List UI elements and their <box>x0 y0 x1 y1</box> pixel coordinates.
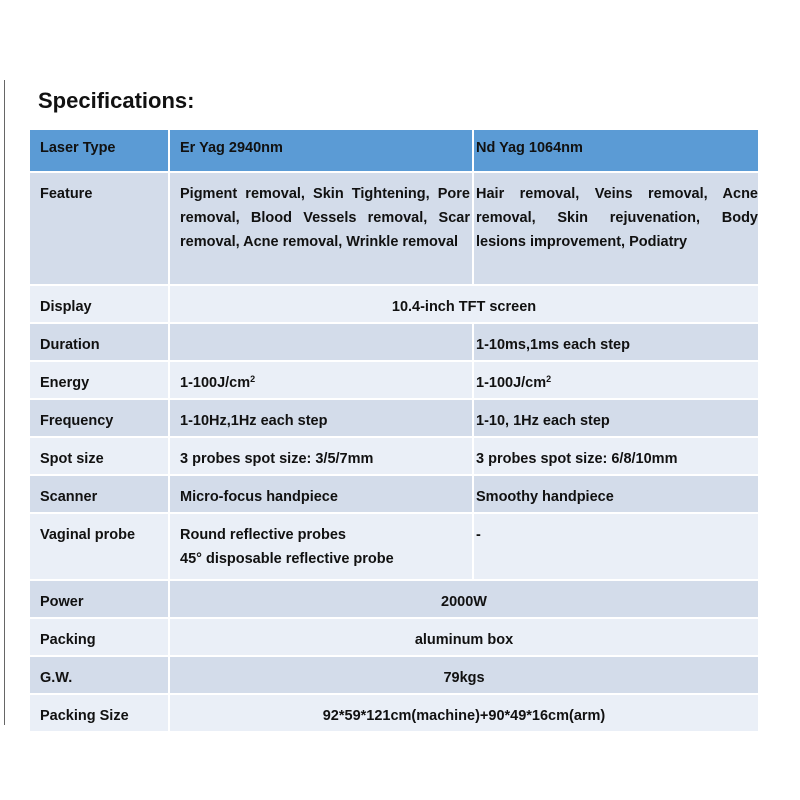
nd-yag-feature: Hair removal, Veins removal, Acne removal, Skin rejuvenation, Body lesions improvement, Podiatry <box>473 172 759 285</box>
table-row-duration <box>29 323 759 361</box>
table-row-power <box>29 580 759 618</box>
row-label: Packing Size <box>29 694 169 732</box>
display-value: 10.4-inch TFT screen <box>169 285 759 323</box>
row-label: Power <box>29 580 169 618</box>
nd-yag-frequency: 1-10, 1Hz each step <box>473 399 759 437</box>
power-value: 2000W <box>169 580 759 618</box>
table-row-packing <box>29 618 759 656</box>
row-label: G.W. <box>29 656 169 694</box>
er-yag-feature: Pigment removal, Skin Tightening, Pore removal, Blood Vessels removal, Scar removal, Acne removal, Wrinkle removal <box>169 172 473 285</box>
table-row-scanner <box>29 475 759 513</box>
er-yag-energy <box>169 361 473 399</box>
header-nd-yag: Nd Yag 1064nm <box>473 129 759 172</box>
er-yag-spot-size: 3 probes spot size: 3/5/7mm <box>169 437 473 475</box>
er-yag-vaginal-probe <box>169 513 473 580</box>
row-label: Vaginal probe <box>29 513 169 580</box>
vaginal-probe-line-1: Round reflective probes <box>180 527 346 543</box>
header-er-yag: Er Yag 2940nm <box>169 129 473 172</box>
energy-superscript: 2 <box>546 374 552 384</box>
nd-yag-energy <box>473 361 759 399</box>
row-label: Packing <box>29 618 169 656</box>
row-label: Spot size <box>29 437 169 475</box>
nd-yag-scanner: Smoothy handpiece <box>473 475 759 513</box>
packing-size-value: 92*59*121cm(machine)+90*49*16cm(arm) <box>169 694 759 732</box>
row-label: Frequency <box>29 399 169 437</box>
table-row-gw <box>29 656 759 694</box>
er-yag-scanner: Micro-focus handpiece <box>169 475 473 513</box>
energy-value: 1-100J/cm <box>476 375 547 391</box>
nd-yag-spot-size: 3 probes spot size: 6/8/10mm <box>473 437 759 475</box>
table-row-frequency <box>29 399 759 437</box>
page-title: Specifications: <box>38 88 195 113</box>
row-label: Energy <box>29 361 169 399</box>
row-label: Scanner <box>29 475 169 513</box>
gw-value: 79kgs <box>169 656 759 694</box>
left-border-line <box>4 80 5 725</box>
table-row-spot-size <box>29 437 759 475</box>
er-yag-duration <box>169 323 473 361</box>
row-label: Display <box>29 285 169 323</box>
vaginal-probe-line-2: 45° disposable reflective probe <box>180 551 394 567</box>
header-laser-type: Laser Type <box>29 129 169 172</box>
energy-value: 1-100J/cm <box>180 375 251 391</box>
energy-superscript: 2 <box>250 374 256 384</box>
table-row-energy <box>29 361 759 399</box>
packing-value: aluminum box <box>169 618 759 656</box>
row-label: Duration <box>29 323 169 361</box>
table-header-row <box>29 129 759 172</box>
row-label: Feature <box>29 172 169 285</box>
table-row-vaginal-probe <box>29 513 759 580</box>
nd-yag-vaginal-probe: - <box>473 513 759 580</box>
table-row-display <box>29 285 759 323</box>
er-yag-frequency: 1-10Hz,1Hz each step <box>169 399 473 437</box>
table-row-feature <box>29 172 759 285</box>
nd-yag-duration: 1-10ms,1ms each step <box>473 323 759 361</box>
specifications-table <box>28 128 760 733</box>
table-row-packing-size <box>29 694 759 732</box>
